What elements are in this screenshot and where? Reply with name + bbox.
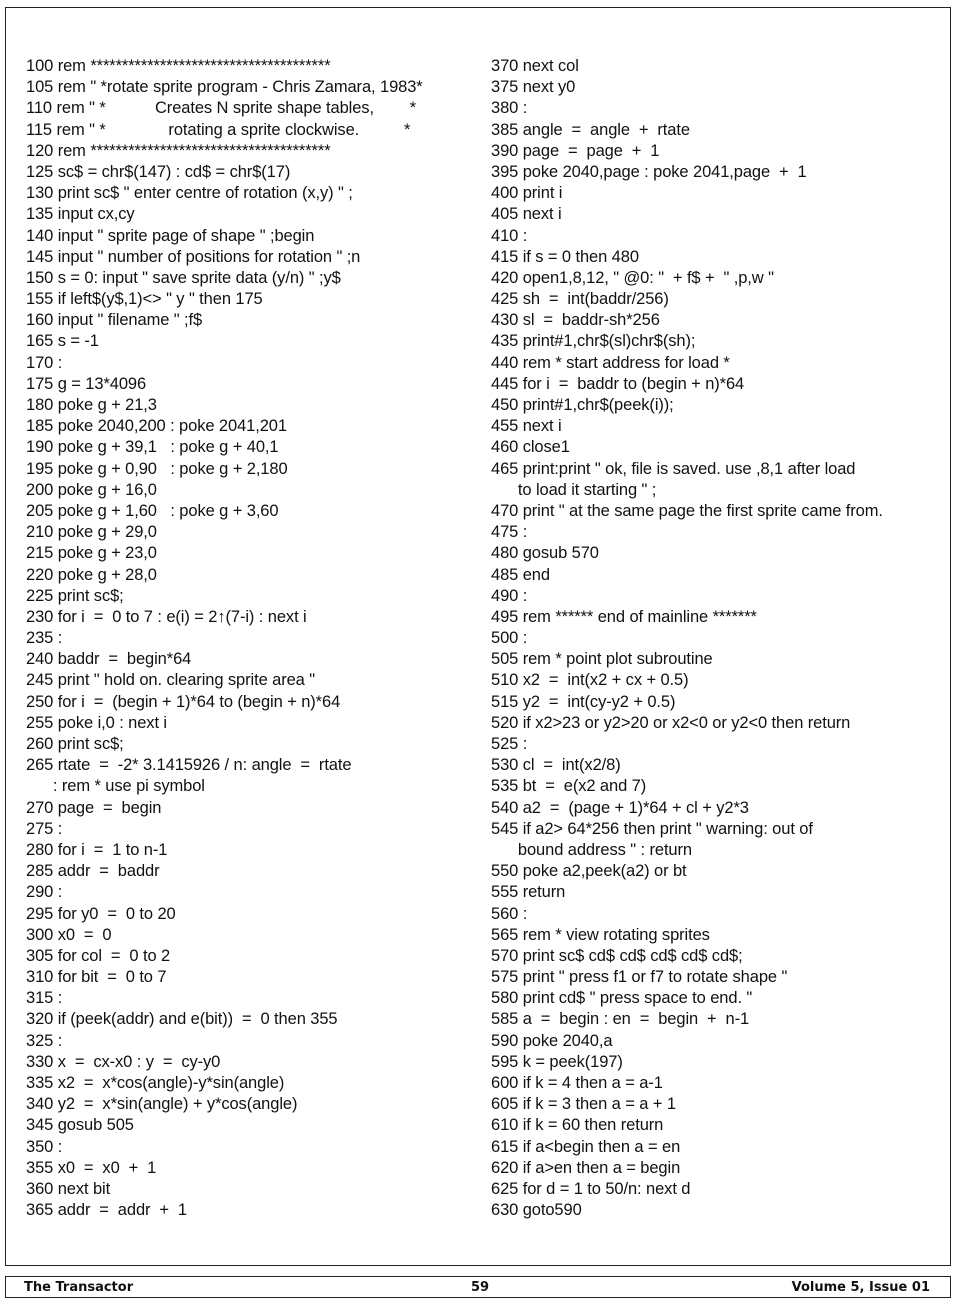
code-line <box>491 1221 931 1242</box>
code-line: 195 poke g + 0,90 : poke g + 2,180 <box>26 459 288 478</box>
code-line: 180 poke g + 21,3 <box>26 396 157 414</box>
code-line: 400 print i <box>491 184 563 203</box>
page-number: 59 <box>471 1280 490 1295</box>
code-line: 150 s = 0: input " save sprite data (y/n) " ;y$ <box>26 268 341 287</box>
code-line: 335 x2 = x*cos(angle)-y*sin(angle) <box>26 1074 285 1092</box>
code-line: 120 rem ************************************** <box>26 141 331 160</box>
code-line: 210 poke g + 29,0 <box>26 523 157 542</box>
code-line: 135 input cx,cy <box>26 205 135 224</box>
code-line: 380 : <box>491 99 528 118</box>
code-line: 290 : <box>26 883 63 902</box>
code-line: 190 poke g + 39,1 : poke g + 40,1 <box>26 438 279 457</box>
code-line: 570 print sc$ cd$ cd$ cd$ cd$ cd$; <box>491 946 743 965</box>
code-line: 525 : <box>491 735 528 753</box>
code-line: 455 next i <box>491 417 562 436</box>
code-line: 425 sh = int(baddr/256) <box>491 290 669 309</box>
code-line: 270 page = begin <box>26 798 162 817</box>
code-line: 320 if (peek(addr) and e(bit)) = 0 then 355 <box>26 1010 338 1029</box>
code-line: 485 end <box>491 565 550 584</box>
code-line: 355 x0 = x0 + 1 <box>26 1158 157 1177</box>
code-line: 110 rem " * Creates N sprite shape tables, * <box>26 99 417 118</box>
code-line: 275 : <box>26 819 63 838</box>
code-line: 300 x0 = 0 <box>26 925 112 944</box>
code-line: 580 print cd$ " press space to end. " <box>491 989 753 1008</box>
code-line: 605 if k = 3 then a = a + 1 <box>491 1095 676 1114</box>
code-line: 385 angle = angle + rtate <box>491 120 690 139</box>
code-line: 100 rem ************************************** <box>26 57 331 75</box>
code-line: 615 if a<begin then a = en <box>491 1137 681 1156</box>
code-line: 125 sc$ = chr$(147) : cd$ = chr$(17) <box>26 162 291 181</box>
code-line: 235 : <box>26 629 63 648</box>
code-line: 350 : <box>26 1137 63 1156</box>
code-line: 540 a2 = (page + 1)*64 + cl + y2*3 <box>491 798 749 817</box>
code-line: 515 y2 = int(cy-y2 + 0.5) <box>491 692 676 711</box>
code-line: 360 next bit <box>26 1179 111 1198</box>
code-line: 595 k = peek(197) <box>491 1052 623 1071</box>
code-line: 255 poke i,0 : next i <box>26 713 167 732</box>
code-line: 375 next y0 <box>491 78 576 97</box>
code-line: 545 if a2> 64*256 then print " warning: out of <box>491 819 813 838</box>
code-line: 510 x2 = int(x2 + cx + 0.5) <box>491 671 689 690</box>
code-line: 585 a = begin : en = begin + n-1 <box>491 1010 750 1029</box>
code-line: 395 poke 2040,page : poke 2041,page + 1 <box>491 162 807 181</box>
code-line: 155 if left$(y$,1)<> " y " then 175 <box>26 290 263 309</box>
code-line: 475 : <box>491 523 528 542</box>
code-line: 280 for i = 1 to n-1 <box>26 840 168 859</box>
code-line: 115 rem " * rotating a sprite clockwise. * <box>26 120 411 139</box>
code-line: 285 addr = baddr <box>26 862 160 881</box>
code-line: 230 for i = 0 to 7 : e(i) = 2↑(7-i) : next i <box>26 607 307 626</box>
code-line: 325 : <box>26 1031 63 1050</box>
code-line: 345 gosub 505 <box>26 1116 134 1135</box>
listing-left-column <box>26 56 476 1221</box>
code-line: 170 : <box>26 353 63 372</box>
code-line: 560 : <box>491 904 528 923</box>
code-line: 105 rem " *rotate sprite program - Chris Zamara, 1983* <box>26 78 423 97</box>
code-line: 200 poke g + 16,0 <box>26 480 157 499</box>
code-line: 430 sl = baddr-sh*256 <box>491 311 660 330</box>
code-line: 310 for bit = 0 to 7 <box>26 968 167 987</box>
code-line: 390 page = page + 1 <box>491 141 660 160</box>
code-line: 160 input " filename " ;f$ <box>26 311 203 330</box>
code-line: 265 rtate = -2* 3.1415926 / n: angle = rtate <box>26 756 352 775</box>
page-footer <box>5 1276 951 1298</box>
code-line: 220 poke g + 28,0 <box>26 565 157 584</box>
code-line: 420 open1,8,12, " @0: " + f$ + " ,p,w " <box>491 268 774 287</box>
code-line: 470 print " at the same page the first sprite came from. <box>491 501 883 520</box>
code-line: 250 for i = (begin + 1)*64 to (begin + n)*64 <box>26 692 341 711</box>
code-line: 340 y2 = x*sin(angle) + y*cos(angle) <box>26 1095 298 1114</box>
code-line: 240 baddr = begin*64 <box>26 650 192 669</box>
code-line: 365 addr = addr + 1 <box>26 1201 187 1220</box>
code-line: 610 if k = 60 then return <box>491 1116 664 1135</box>
code-line: 530 cl = int(x2/8) <box>491 756 621 775</box>
code-line: 315 : <box>26 989 63 1008</box>
code-line-continuation: : rem * use pi symbol <box>26 777 205 796</box>
code-line: 205 poke g + 1,60 : poke g + 3,60 <box>26 501 279 520</box>
code-line: 505 rem * point plot subroutine <box>491 650 713 669</box>
code-line-continuation: to load it starting " ; <box>491 480 657 499</box>
code-line-continuation: bound address " : return <box>491 840 692 859</box>
code-line: 405 next i <box>491 205 562 224</box>
code-line: 130 print sc$ " enter centre of rotation (x,y) " ; <box>26 184 353 203</box>
code-line: 330 x = cx-x0 : y = cy-y0 <box>26 1052 221 1071</box>
code-line: 415 if s = 0 then 480 <box>491 247 639 266</box>
code-line: 175 g = 13*4096 <box>26 374 147 393</box>
code-line: 260 print sc$; <box>26 735 124 753</box>
code-line: 620 if a>en then a = begin <box>491 1158 681 1177</box>
code-line: 565 rem * view rotating sprites <box>491 925 710 944</box>
code-line: 625 for d = 1 to 50/n: next d <box>491 1179 691 1198</box>
code-line: 295 for y0 = 0 to 20 <box>26 904 176 923</box>
code-line: 630 goto590 <box>491 1201 582 1220</box>
code-line: 225 print sc$; <box>26 586 124 605</box>
code-line: 370 next col <box>491 57 579 75</box>
code-line: 460 close1 <box>491 438 570 457</box>
code-line: 550 poke a2,peek(a2) or bt <box>491 862 687 881</box>
code-line: 490 : <box>491 586 528 605</box>
code-line: 435 print#1,chr$(sl)chr$(sh); <box>491 332 696 351</box>
issue-label: Volume 5, Issue 01 <box>791 1280 930 1295</box>
code-line: 590 poke 2040,a <box>491 1031 613 1050</box>
magazine-title: The Transactor <box>24 1280 134 1295</box>
code-line: 185 poke 2040,200 : poke 2041,201 <box>26 417 287 436</box>
code-line: 480 gosub 570 <box>491 544 599 563</box>
code-line: 535 bt = e(x2 and 7) <box>491 777 647 796</box>
code-line: 495 rem ****** end of mainline ******* <box>491 607 757 626</box>
code-line: 410 : <box>491 226 528 245</box>
code-line: 440 rem * start address for load * <box>491 353 730 372</box>
code-line: 445 for i = baddr to (begin + n)*64 <box>491 374 745 393</box>
code-line: 245 print " hold on. clearing sprite area " <box>26 671 316 690</box>
code-line: 145 input " number of positions for rotation " ;n <box>26 247 361 266</box>
code-line: 305 for col = 0 to 2 <box>26 946 171 965</box>
code-line: 575 print " press f1 or f7 to rotate shape " <box>491 968 788 987</box>
code-line: 140 input " sprite page of shape " ;begin <box>26 226 315 245</box>
code-line: 450 print#1,chr$(peek(i)); <box>491 396 674 414</box>
code-line: 520 if x2>23 or y2>20 or x2<0 or y2<0 then return <box>491 713 851 732</box>
code-line: 215 poke g + 23,0 <box>26 544 157 563</box>
code-line: 165 s = -1 <box>26 332 99 351</box>
listing-right-column <box>491 56 931 1264</box>
code-line: 500 : <box>491 629 528 648</box>
code-line: 600 if k = 4 then a = a-1 <box>491 1074 663 1092</box>
code-line: 465 print:print " ok, file is saved. use ,8,1 after load <box>491 459 856 478</box>
code-line: 555 return <box>491 883 566 902</box>
code-line <box>491 1243 931 1264</box>
